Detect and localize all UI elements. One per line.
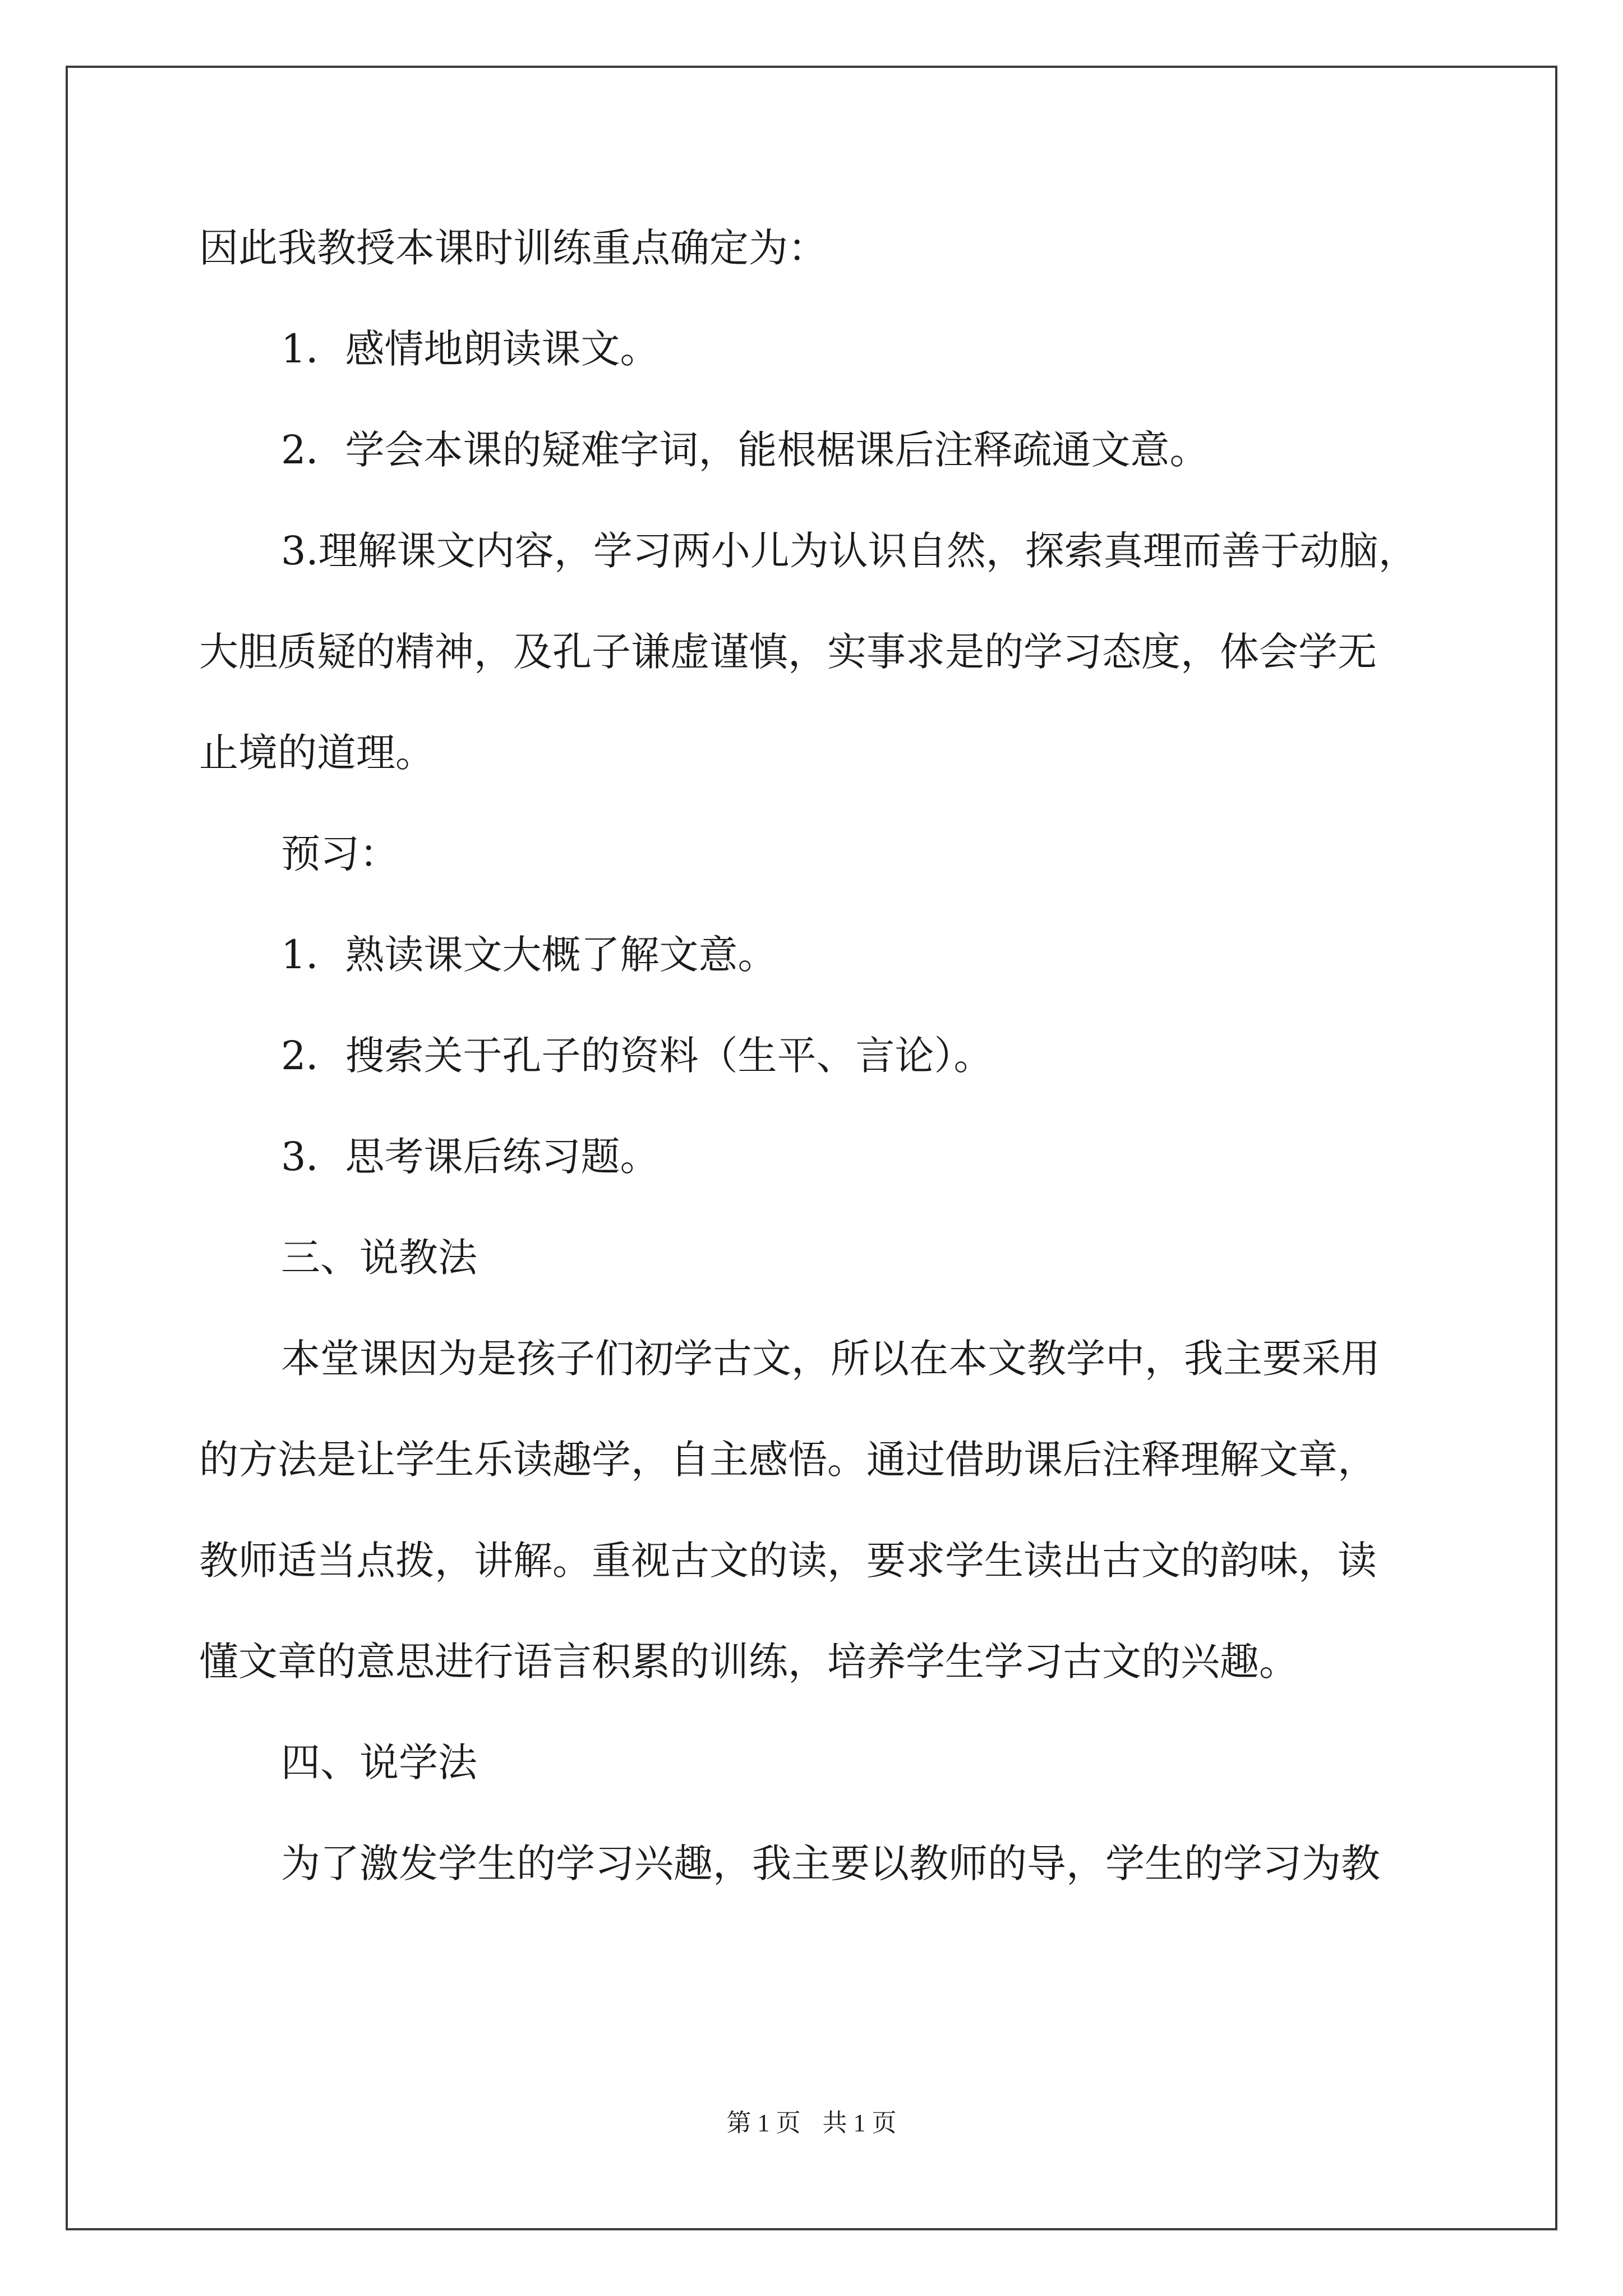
page-total: 共 1 页 xyxy=(822,2109,897,2137)
list-item: 2．搜索关于孔子的资料（生平、言论）。 xyxy=(281,1033,993,1079)
list-item: 2．学会本课的疑难字词，能根椐课后注释疏通文意。 xyxy=(281,427,1209,473)
page-footer xyxy=(0,2102,1623,2138)
list-item: 3．思考课后练习题。 xyxy=(281,1134,660,1180)
page-number: 第 1 页 xyxy=(726,2109,801,2137)
paragraph-line: 大胆质疑的精神，及孔子谦虚谨慎，实事求是的学习态度，体会学无 xyxy=(199,629,1377,675)
paragraph-line: 止境的道理。 xyxy=(199,730,435,776)
paragraph-line: 本堂课因为是孩子们初学古文，所以在本文教学中，我主要采用 xyxy=(281,1336,1380,1382)
paragraph-line: 为了激发学生的学习兴趣，我主要以教师的导，学生的学习为教 xyxy=(281,1841,1380,1887)
section-heading: 四、说学法 xyxy=(281,1740,477,1786)
list-item: 1．熟读课文大概了解文意。 xyxy=(281,932,777,978)
section-heading: 三、说教法 xyxy=(281,1235,477,1281)
list-item: 3.理解课文内容，学习两小儿为认识自然，探索真理而善于动脑， xyxy=(281,528,1418,574)
paragraph-line: 因此我教授本课时训练重点确定为： xyxy=(199,225,827,271)
paragraph-line: 懂文章的意思进行语言积累的训练，培养学生学习古文的兴趣。 xyxy=(199,1639,1298,1685)
section-label: 预习： xyxy=(281,831,399,877)
paragraph-line: 教师适当点拨，讲解。重视古文的读，要求学生读出古文的韵味，读 xyxy=(199,1538,1377,1584)
list-item: 1．感情地朗读课文。 xyxy=(281,326,660,372)
paragraph-line: 的方法是让学生乐读趣学，自主感悟。通过借助课后注释理解文章， xyxy=(199,1437,1377,1483)
